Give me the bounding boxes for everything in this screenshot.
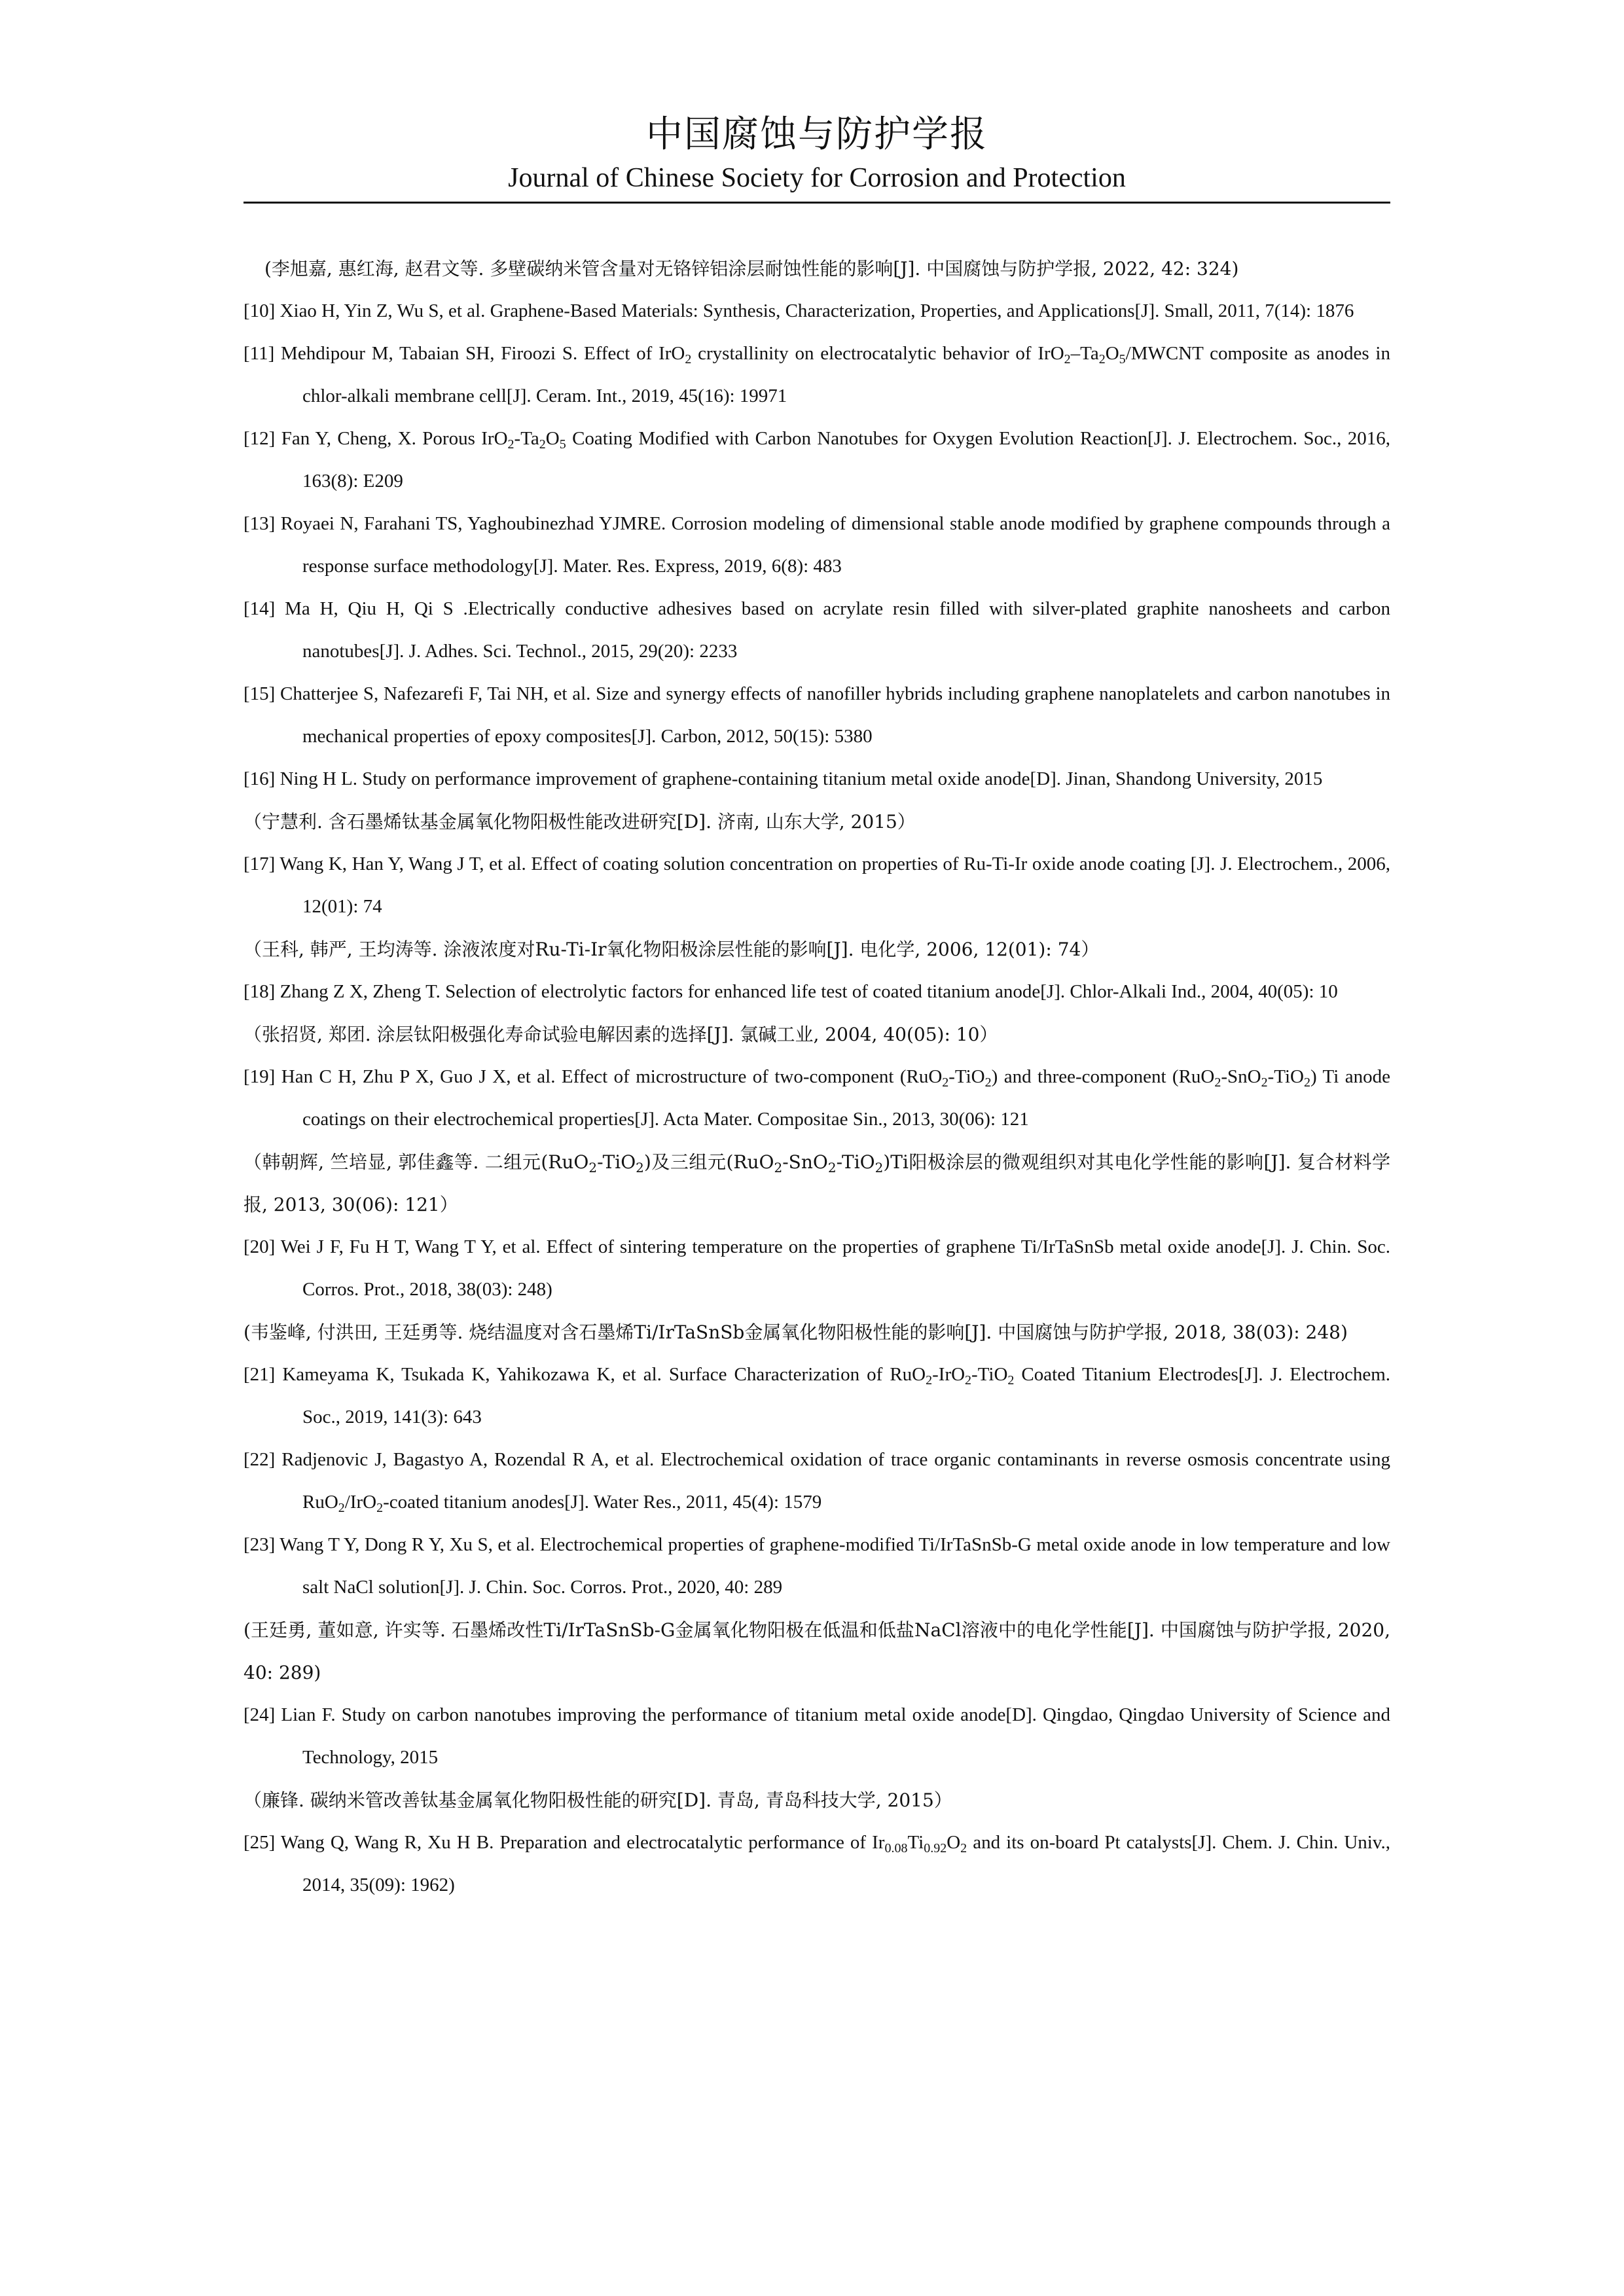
reference-entry: [11] Mehdipour M, Tabaian SH, Firoozi S. Effect of IrO$_2$ crystallinity on electrocatalytic behavior of $IrO_2-Ta_2O_5$/MWCNT composite as anodes in chlor-alkali membrane cell[J]. Ceram. Int., 2019, 45(16): 19971 [244,343,1390,406]
reference-entry: [24] Lian F. Study on carbon nanotubes improving the performance of titanium metal oxide anode[D]. Qingdao, Qingdao University of Science and Technology, 2015 [244,1704,1390,1768]
reference-entry: [15] Chatterjee S, Nafezarefi F, Tai NH, et al. Size and synergy effects of nanofiller hybrids including graphene nanoplatelets and carbon nanotubes in mechanical properties of epoxy composites[J]. Carbon, 2012, 50(15): 5380 [244,683,1390,747]
reference-translation: （韩朝辉, 竺培显, 郭佳鑫等. 二组元(RuO$_2$-TiO$_2$)及三组元(RuO$_2$-SnO$_2$-TiO$_2$)Ti阳极涂层的微观组织对其电化学性能的影响[J]. 复合材料学报, 2013, 30(06): 121） [244,1151,1390,1215]
reference-entry: [22] Radjenovic J, Bagastyo A, Rozendal R A, et al. Electrochemical oxidation of trace organic contaminants in reverse osmosis concentrate using RuO$_2$/IrO$_2$-coated titanium anodes[J]. Water Res., 2011, 45(4): 1579 [244,1449,1390,1515]
reference-translation: (韦鉴峰, 付洪田, 王廷勇等. 烧结温度对含石墨烯Ti/IrTaSnSb金属氧化物阳极性能的影响[J]. 中国腐蚀与防护学报, 2018, 38(03): 248) [244,1321,1348,1343]
header-divider [244,202,1390,204]
reference-translation: (李旭嘉, 惠红海, 赵君文等. 多壁碳纳米管含量对无铬锌铝涂层耐蚀性能的影响[J]. 中国腐蚀与防护学报, 2022, 42: 324) [264,258,1239,279]
reference-translation: （张招贤, 郑团. 涂层钛阳极强化寿命试验电解因素的选择[J]. 氯碱工业, 2004, 40(05): 10） [244,1024,998,1045]
reference-entry: [14] Ma H, Qiu H, Qi S .Electrically conductive adhesives based on acrylate resin filled with silver-plated graphite nanosheets and carbon nanotubes[J]. J. Adhes. Sci. Technol., 2015, 29(20): 2233 [244,598,1390,662]
reference-entry: [12] Fan Y, Cheng, X. Porous $IrO_2-Ta_2O_5$ Coating Modified with Carbon Nanotubes for Oxygen Evolution Reaction[J]. J. Electrochem. Soc., 2016, 163(8): E209 [244,428,1390,492]
reference-entry: [19] Han C H, Zhu P X, Guo J X, et al. Effect of microstructure of two-component (RuO$_2$-TiO$_2$) and three-component (RuO$_2$-SnO$_2$-TiO$_2$) Ti anode coatings on their electrochemical properties[J]. Acta Mater. Compositae Sin., 2013, 30(06): 121 [244,1066,1390,1130]
journal-header [244,110,1390,196]
reference-translation: （宁慧利. 含石墨烯钛基金属氧化物阳极性能改进研究[D]. 济南, 山东大学, 2015） [244,811,916,833]
reference-list [244,247,1390,1907]
reference-entry: [20] Wei J F, Fu H T, Wang T Y, et al. Effect of sintering temperature on the properties of graphene Ti/IrTaSnSb metal oxide anode[J]. J. Chin. Soc. Corros. Prot., 2018, 38(03): 248) [244,1236,1390,1300]
reference-entry: [17] Wang K, Han Y, Wang J T, et al. Effect of coating solution concentration on properties of Ru-Ti-Ir oxide anode coating [J]. J. Electrochem., 2006, 12(01): 74 [244,853,1390,917]
reference-entry: [21] Kameyama K, Tsukada K, Yahikozawa K, et al. Surface Characterization of RuO$_2$-IrO$_2$-TiO$_2$ Coated Titanium Electrodes[J]. J. Electrochem. Soc., 2019, 141(3): 643 [244,1364,1391,1427]
reference-translation: (王廷勇, 董如意, 许实等. 石墨烯改性Ti/IrTaSnSb-G金属氧化物阳极在低温和低盐NaCl溶液中的电化学性能[J]. 中国腐蚀与防护学报, 2020, 40: 289) [244,1619,1390,1683]
journal-title-en: Journal of Chinese Society for Corrosion and Protection [508,163,1126,193]
journal-title-cn: 中国腐蚀与防护学报 [646,113,988,156]
reference-entry: [10] Xiao H, Yin Z, Wu S, et al. Graphene-Based Materials: Synthesis, Characterization, Properties, and Applications[J]. Small, 2011, 7(14): 1876 [244,300,1354,321]
reference-entry: [25] Wang Q, Wang R, Xu H B. Preparation and electrocatalytic performance of $Ir_{0.08}Ti_{0.92}O_2$ and its on-board Pt catalysts[J]. Chem. J. Chin. Univ., 2014, 35(09): 1962) [244,1832,1390,1895]
reference-translation: （廉锋. 碳纳米管改善钛基金属氧化物阳极性能的研究[D]. 青岛, 青岛科技大学, 2015） [244,1789,952,1811]
reference-entry: [13] Royaei N, Farahani TS, Yaghoubinezhad YJMRE. Corrosion modeling of dimensional stable anode modified by graphene compounds through a response surface methodology[J]. Mater. Res. Express, 2019, 6(8): 483 [244,513,1390,577]
reference-entry: [23] Wang T Y, Dong R Y, Xu S, et al. Electrochemical properties of graphene-modified Ti/IrTaSnSb-G metal oxide anode in low temperature and low salt NaCl solution[J]. J. Chin. Soc. Corros. Prot., 2020, 40: 289 [244,1534,1390,1598]
reference-entry: [16] Ning H L. Study on performance improvement of graphene-containing titanium metal oxide anode[D]. Jinan, Shandong University, 2015 [244,768,1323,789]
reference-entry: [18] Zhang Z X, Zheng T. Selection of electrolytic factors for enhanced life test of coated titanium anode[J]. Chlor-Alkali Ind., 2004, 40(05): 10 [244,981,1338,1002]
reference-translation: （王科, 韩严, 王均涛等. 涂液浓度对Ru-Ti-Ir氧化物阳极涂层性能的影响[J]. 电化学, 2006, 12(01): 74） [244,939,1100,960]
